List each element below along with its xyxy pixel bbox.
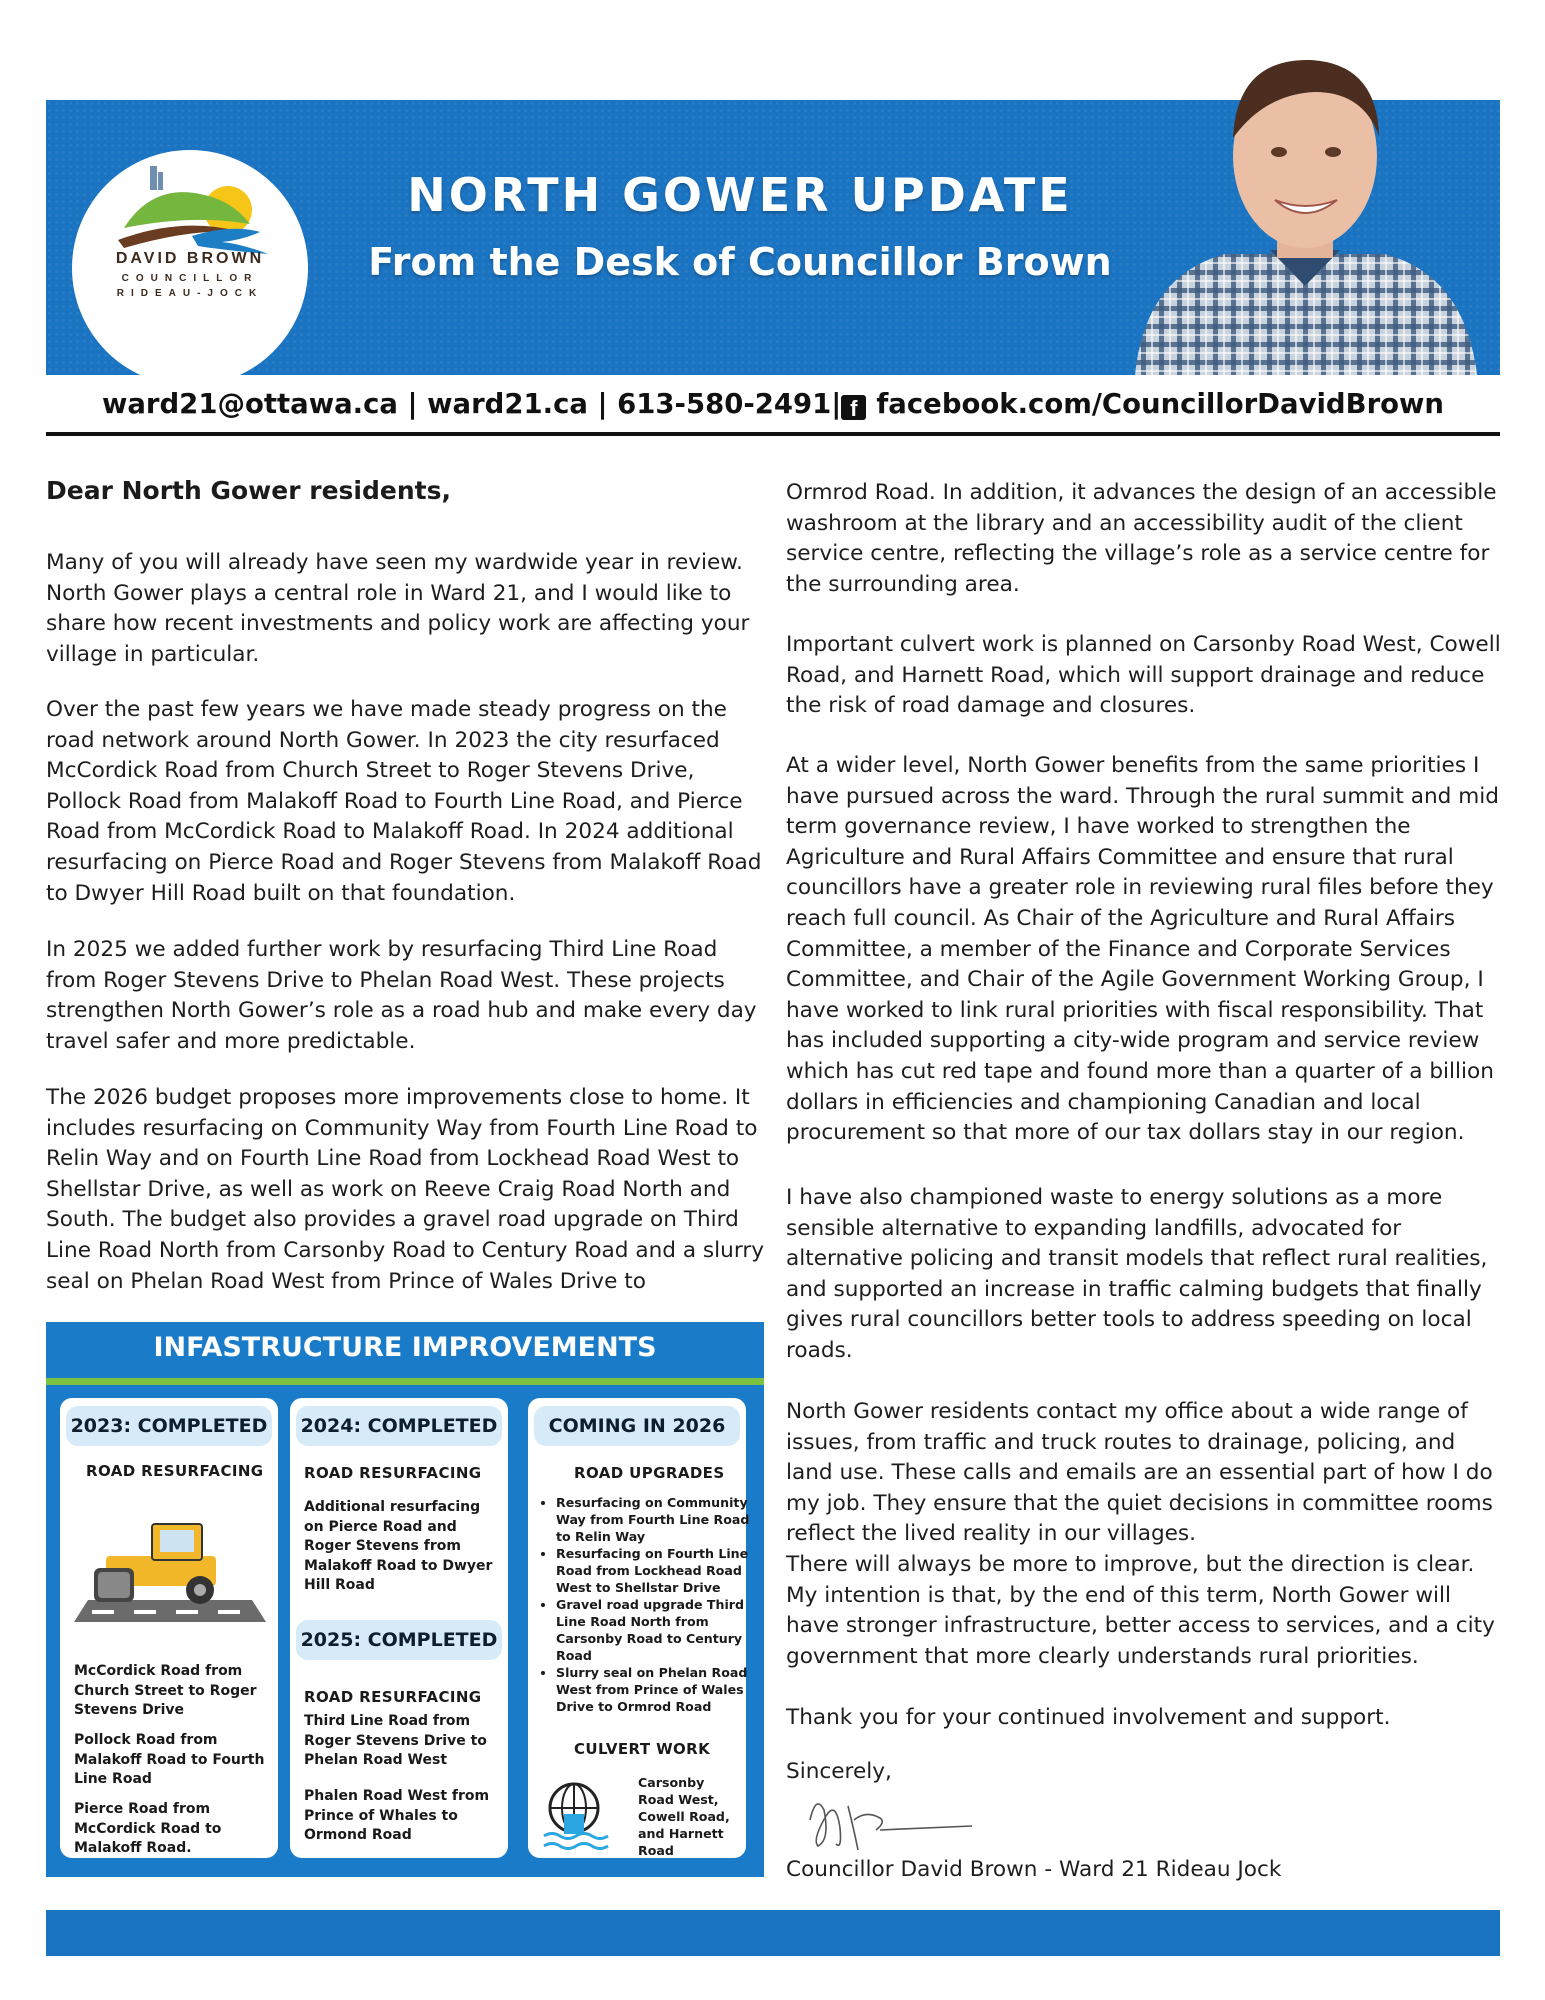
letter-paragraph: Many of you will already have seen my wardwide year in review. North Gower plays a central role in Ward 21, and I would like to share how recent investments and policy work are affecting your village in particular. — [46, 550, 750, 667]
list-item: • Slurry seal on Phelan Road West from Prince of Wales Drive to Ormrod Road — [556, 1664, 756, 1715]
closing: Sincerely, — [786, 1759, 892, 1784]
infrastructure-infographic — [46, 1322, 764, 1877]
subhead-2026: ROAD UPGRADES — [574, 1464, 725, 1482]
councillor-logo — [72, 150, 308, 386]
subhead-2025: ROAD RESURFACING — [304, 1688, 482, 1706]
contact-info: ward21@ottawa.ca | ward21.ca | 613-580-2491| — [101, 388, 842, 420]
item-2023: Pollock Road from Malakoff Road to Fourth Line Road — [74, 1732, 265, 1787]
contact-line — [46, 380, 1500, 428]
letter-paragraph: I have also championed waste to energy solutions as a more sensible alternative to expanding landfills, advocated for alternative policing and transit models that reflect rural realities, and supported an increase in traffic calming budgets that finally gives rural councillors better tools to address speeding on local roads. — [786, 1185, 1488, 1363]
letter-paragraph: Important culvert work is planned on Carsonby Road West, Cowell Road, and Harnett Road, which will support drainage and reduce the risk of road damage and closures. — [786, 632, 1501, 719]
label-2023: 2023: COMPLETED — [66, 1406, 272, 1446]
letter-paragraph: There will always be more to improve, but the direction is clear. My intention is that, by the end of this term, North Gower will have stronger infrastructure, better access to services, and a city government that more clearly understands rural priorities. — [786, 1552, 1495, 1669]
list-item: • Resurfacing on Fourth Line Road from Lockhead Road West to Shellstar Drive — [556, 1545, 756, 1596]
logo-role: COUNCILLOR — [121, 273, 259, 284]
signoff: Councillor David Brown - Ward 21 Rideau Jock — [786, 1857, 1282, 1882]
letter-paragraph: In 2025 we added further work by resurfacing Third Line Road from Roger Stevens Drive to Phelan Road West. These projects strengthen North Gower’s role as a road hub and make every day travel safer and more predictable. — [46, 937, 757, 1054]
culvert-subhead: CULVERT WORK — [574, 1740, 711, 1758]
road-roller-icon — [72, 1510, 268, 1640]
landscape-logo-icon — [72, 150, 308, 260]
label-2024: 2024: COMPLETED — [296, 1406, 502, 1446]
infographic-title: INFASTRUCTURE IMPROVEMENTS — [153, 1332, 657, 1363]
facebook-icon: f — [841, 395, 866, 420]
letter-paragraph: The 2026 budget proposes more improvements close to home. It includes resurfacing on Community Way from Fourth Line Road to Relin Way and on Fourth Line Road from Lockhead Road West to Shellstar Drive, as well as work on Reeve Craig Road North and South. The budget also provides a gravel road upgrade on Third Line Road North from Carsonby Road to Century Road and a slurry seal on Phelan Road West from Prince of Wales Drive to — [46, 1085, 765, 1294]
card-2026 — [528, 1398, 750, 1858]
label-2026: COMING IN 2026 — [534, 1406, 740, 1446]
infographic-accent-bar — [46, 1378, 764, 1385]
facebook-link[interactable]: facebook.com/CouncillorDavidBrown — [876, 388, 1445, 420]
signature — [796, 1780, 976, 1858]
culvert-text: Carsonby Road West, Cowell Road, and Harnett Road — [638, 1775, 730, 1858]
logo-ward: RIDEAU-JOCK — [116, 288, 264, 299]
newsletter-subtitle: From the Desk of Councillor Brown — [368, 240, 1112, 284]
list-item: • Gravel road upgrade Third Line Road North from Carsonby Road to Century Road — [556, 1596, 756, 1664]
letter-paragraph: At a wider level, North Gower benefits from the same priorities I have pursued across the ward. Through the rural summit and mid term governance review, I have worked to strengthen the Agriculture and Rural Affairs Committee and ensure that rural councillors have a greater role in reviewing rural files before they reach full council. As Chair of the Agriculture and Rural Affairs Committee, a member of the Finance and Corporate Services Committee, and Chair of the Agile Government Working Group, I have worked to link rural priorities with fiscal responsibility. That has included supporting a city-wide program and service review which has cut red tape and found more than a quarter of a billion dollars in efficiencies and championing Canadian and local procurement so that more of our tax dollars stay in our region. — [786, 753, 1499, 1146]
subhead-2023: ROAD RESURFACING — [86, 1462, 264, 1480]
list-item: • Resurfacing on Community Way from Fourth Line Road to Relin Way — [556, 1494, 756, 1545]
item-2023: McCordick Road from Church Street to Roger Stevens Drive — [74, 1663, 257, 1718]
letter-paragraph: Over the past few years we have made steady progress on the road network around North Gower. In 2023 the city resurfaced McCordick Road from Church Street to Roger Stevens Drive, Pollock Road from Malakoff Road to Fourth Line Road, and Pierce Road from McCordick Road to Malakoff Road. In 2024 additional resurfacing on Pierce Road and Roger Stevens from Malakoff Road to Dwyer Hill Road built on that foundation. — [46, 697, 762, 906]
footer-bar — [46, 1910, 1500, 1956]
card-2024-2025 — [290, 1398, 508, 1858]
greeting: Dear North Gower residents, — [46, 476, 451, 505]
bullet-list-2026 — [538, 1494, 756, 1715]
text-2024: Additional resurfacing on Pierce Road and Roger Stevens from Malakoff Road to Dwyer Hill Road — [304, 1499, 493, 1593]
letter-paragraph: Thank you for your continued involvement and support. — [786, 1705, 1391, 1730]
logo-name: DAVID BROWN — [115, 250, 265, 267]
item-2025: Phalen Road West from Prince of Whales to Ormond Road — [304, 1788, 490, 1843]
label-2025: 2025: COMPLETED — [296, 1620, 502, 1660]
card-2023 — [60, 1398, 278, 1858]
newsletter-title: NORTH GOWER UPDATE — [407, 168, 1073, 222]
councillor-portrait — [1105, 36, 1500, 375]
letter-paragraph: Ormrod Road. In addition, it advances the design of an accessible washroom at the library and an accessibility audit of the client service centre, reflecting the village’s role as a service centre for the surrounding area. — [786, 480, 1497, 597]
item-2025: Third Line Road from Roger Stevens Drive to Phelan Road West — [304, 1713, 487, 1768]
culvert-icon — [542, 1776, 614, 1852]
subhead-2024: ROAD RESURFACING — [304, 1464, 482, 1482]
header-divider — [46, 432, 1500, 436]
letter-paragraph: North Gower residents contact my office about a wide range of issues, from traffic and truck routes to drainage, policing, and land use. These calls and emails are an essential part of how I do my job. They ensure that the quiet decisions in committee rooms reflect the lived reality in our villages. — [786, 1399, 1493, 1547]
item-2023: Pierce Road from McCordick Road to Malakoff Road. — [74, 1801, 222, 1856]
